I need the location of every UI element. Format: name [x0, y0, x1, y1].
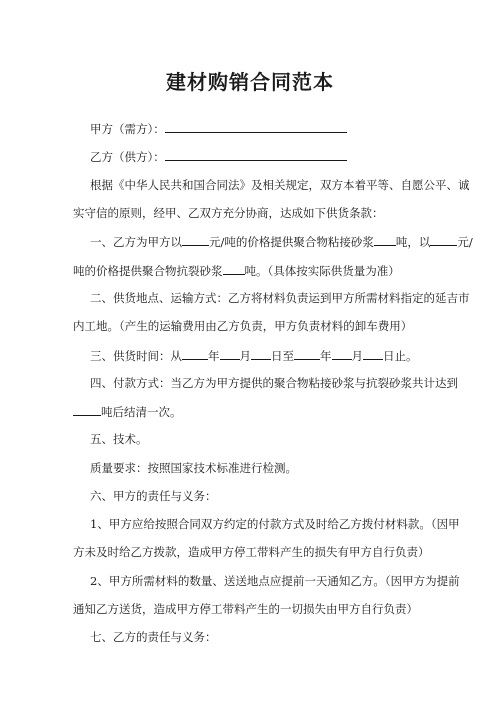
party-b-blank[interactable]: [165, 149, 347, 161]
clause-3-text-a: 三、供货时间：从: [90, 349, 182, 363]
clause-1-text-f: 吨。（具体按实际供货量为准）: [244, 264, 400, 278]
clause-1-text-b: 元/吨的价格提供聚合物粘接砂浆: [209, 235, 374, 249]
party-b-label: 乙方（供方）：: [90, 150, 165, 164]
preamble-line-1: 根据《中华人民共和国合同法》及相关规定，双方本着平等、自愿公平、诚: [90, 178, 470, 192]
clause-3-end: 日止。: [383, 349, 418, 363]
clause-3-month-1: 月: [239, 349, 251, 363]
qty-blank-1[interactable]: [374, 234, 396, 246]
clause-3-year-1: 年: [208, 349, 220, 363]
end-day-blank[interactable]: [363, 348, 383, 360]
party-b-line: [90, 149, 347, 164]
clause-2-line-1: 二、供货地点、运输方式：乙方将材料负责运到甲方所需材料指定的延吉市: [90, 291, 470, 305]
clause-1-text-e: 吨的价格提供聚合物抗裂砂浆: [73, 264, 223, 278]
clause-1-text-d: 元/: [457, 235, 473, 249]
clause-3-year-2: 年: [320, 349, 332, 363]
clause-6-item-1-line-2: 方未及时给乙方拨款，造成甲方停工带料产生的损失有甲方自行负责）: [73, 545, 430, 559]
end-year-blank[interactable]: [294, 348, 320, 360]
clause-1-text-c: 吨，以: [395, 235, 431, 249]
start-day-blank[interactable]: [251, 348, 271, 360]
clause-3-line: [90, 348, 418, 363]
party-a-label: 甲方（需方）：: [90, 122, 165, 136]
quality-requirement: 质量要求：按照国家技术标准进行检测。: [90, 461, 297, 475]
clause-1-line-1: [90, 234, 473, 249]
clause-1-text-a: 一、乙方为甲方以: [90, 235, 182, 249]
clause-6-heading: 六、甲方的责任与义务：: [90, 489, 217, 503]
clause-4-line-1: 四、付款方式：当乙方为甲方提供的聚合物粘接砂浆与抗裂砂浆共计达到: [90, 376, 458, 390]
clause-6-item-1-line-1: 1、甲方应给按照合同双方约定的付款方式及时给乙方拨付材料款。（因甲: [90, 517, 460, 531]
end-month-blank[interactable]: [332, 348, 352, 360]
start-year-blank[interactable]: [182, 348, 208, 360]
price-blank-1[interactable]: [182, 234, 209, 246]
party-a-line: [90, 121, 347, 136]
clause-4-text: 吨后结清一次。: [101, 405, 182, 419]
qty-blank-2[interactable]: [223, 263, 245, 275]
clause-7-heading: 七、乙方的责任与义务：: [90, 630, 217, 644]
clause-6-item-2-line-1: 2、甲方所需材料的数量、送送地点应提前一天通知乙方。（因甲方为提前: [90, 574, 460, 588]
clause-1-line-2: [73, 263, 400, 278]
document-title: 建材购销合同范本: [166, 70, 334, 94]
party-a-blank[interactable]: [165, 121, 347, 133]
clause-4-line-2: [73, 404, 182, 419]
clause-3-month-2: 月: [351, 349, 363, 363]
preamble-line-2: 实守信的原则，经甲、乙双方充分协商，达成如下供货条款：: [73, 206, 384, 220]
clause-2-line-2: 内工地。（产生的运输费用由乙方负责，甲方负责材料的卸车费用）: [73, 319, 413, 333]
clause-5-heading: 五、技术。: [90, 432, 148, 446]
settlement-qty-blank[interactable]: [73, 404, 101, 416]
clause-3-day-to: 日至: [271, 349, 294, 363]
price-blank-2[interactable]: [430, 234, 457, 246]
clause-6-item-2-line-2: 通知乙方送货，造成甲方停工带料产生的一切损失由甲方自行负责）: [73, 602, 418, 616]
start-month-blank[interactable]: [220, 348, 240, 360]
